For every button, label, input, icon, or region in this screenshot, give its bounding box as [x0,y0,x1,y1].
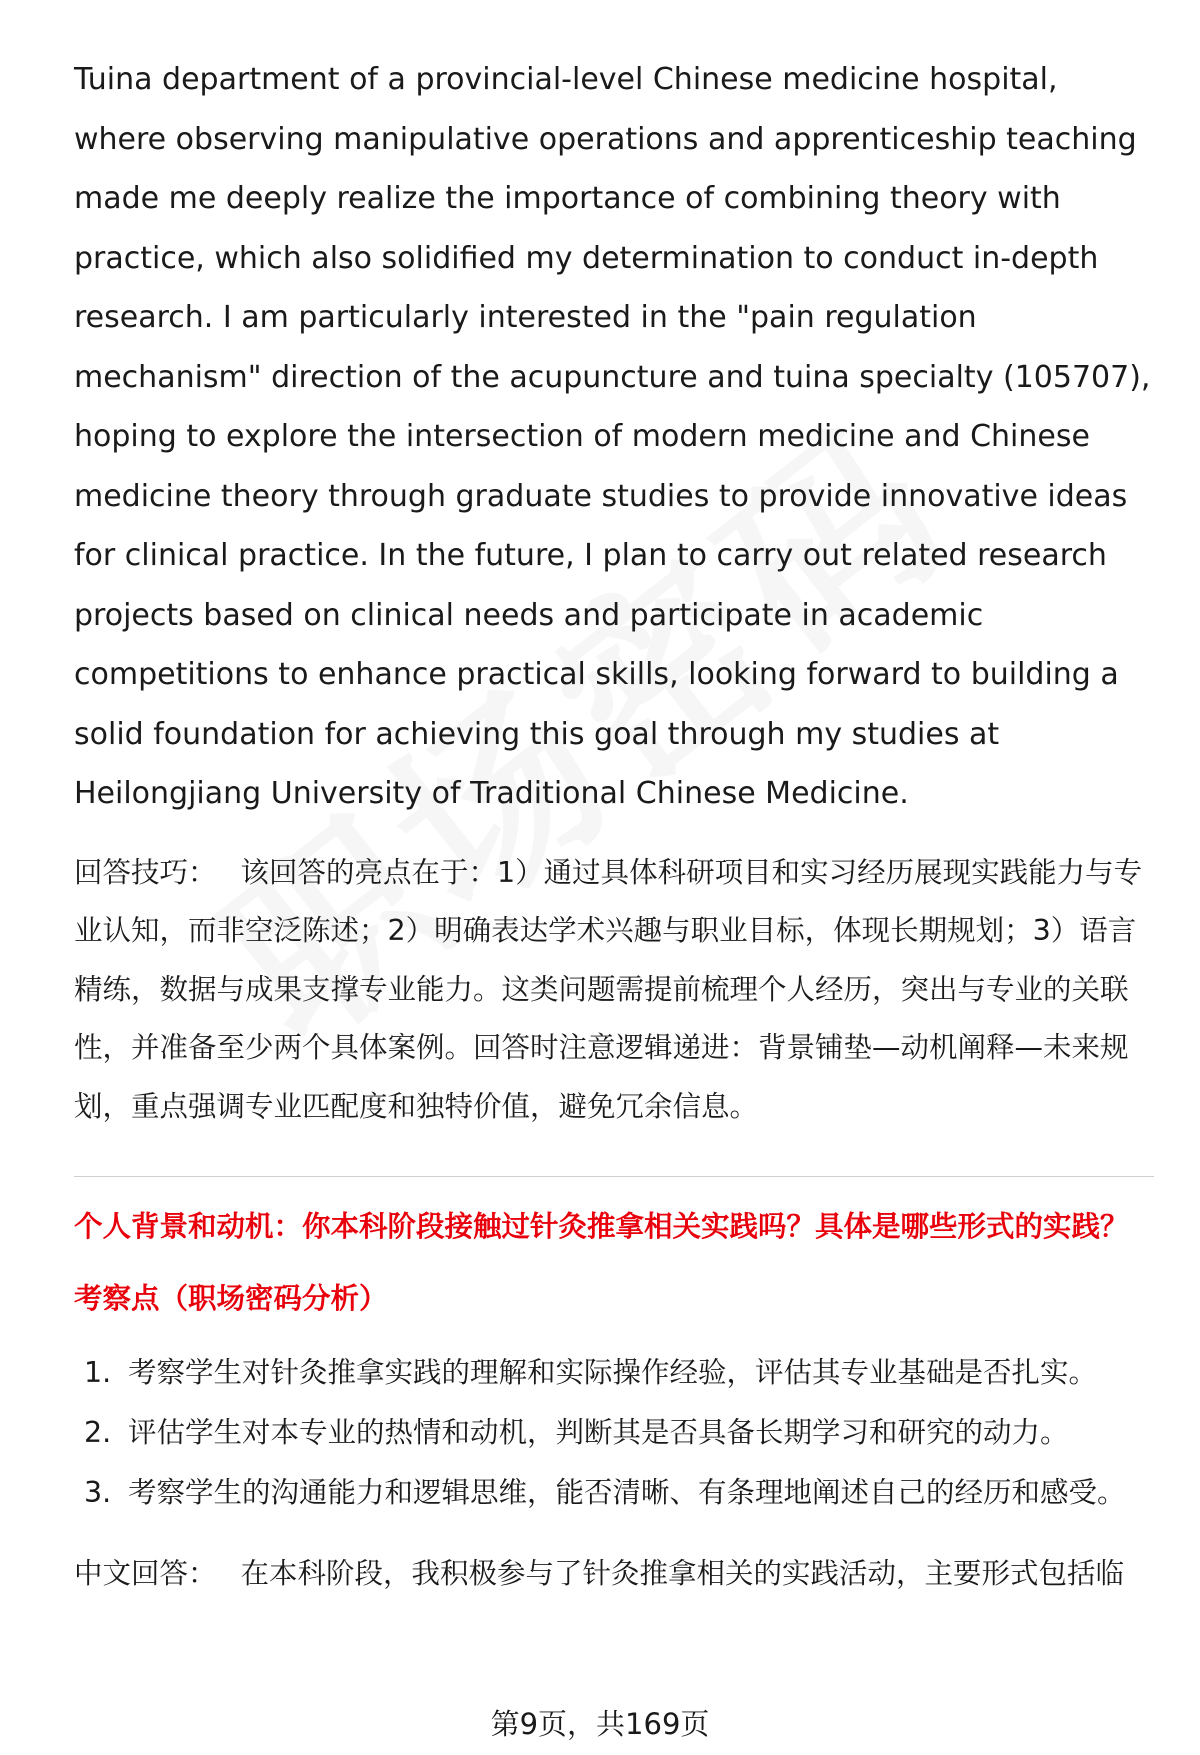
list-item-text: 考察学生对针灸推拿实践的理解和实际操作经验，评估其专业基础是否扎实。 [128,1356,1098,1389]
answer-tip-label: 回答技巧： [74,855,217,889]
question-heading: 个人背景和动机：你本科阶段接触过针灸推拿相关实践吗？具体是哪些形式的实践？ [74,1210,1129,1243]
list-item-text: 考察学生的沟通能力和逻辑思维，能否清晰、有条理地阐述自己的经历和感受。 [128,1476,1126,1509]
section-divider [74,1176,1154,1177]
page-content [74,50,1154,1603]
chinese-answer-text: 在本科阶段，我积极参与了针灸推拿相关的实践活动，主要形式包括临 [240,1557,1125,1590]
list-item-number: 2. [84,1416,112,1449]
list-item-number: 1. [84,1356,112,1389]
list-item [74,1463,1154,1523]
page-number-footer: 第9页，共169页 [490,1707,710,1741]
assessment-points-list [74,1343,1154,1523]
chinese-answer [74,1545,1154,1603]
list-item [74,1343,1154,1403]
chinese-answer-label: 中文回答： [74,1557,217,1590]
list-item-text: 评估学生对本专业的热情和动机，判断其是否具备长期学习和研究的动力。 [128,1416,1069,1449]
answer-tip [74,844,1154,1137]
list-item [74,1403,1154,1463]
answer-tip-text: 该回答的亮点在于：1）通过具体科研项目和实习经历展现实践能力与专业认知，而非空泛陈述；2）明确表达学术兴趣与职业目标，体现长期规划；3）语言精练，数据与成果支撑专业能力。这类问题需提前梳理个人经历，突出与专业的关联性，并准备至少两个具体案例。回答时注意逻辑递进：背景铺垫—动机阐释—未来规划，重点强调专业匹配度和独特价值，避免冗余信息。 [74,855,1143,1123]
assessment-points-heading: 考察点（职场密码分析） [74,1282,388,1315]
list-item-number: 3. [84,1476,112,1509]
english-answer-paragraph: Tuina department of a provincial-level Chinese medicine hospital, where observing manipulative operations and apprenticeship teaching made me deeply realize the importance of combining theory with practice, which also solidified my determination to conduct in-depth research. I am particularly interested in the "pain regulation mechanism" direction of the acupuncture and tuina specialty (105707), hoping to explore the intersection of modern medicine and Chinese medicine theory through graduate studies to provide innovative ideas for clinical practice. In the future, I plan to carry out related research projects based on clinical needs and participate in academic competitions to enhance practical skills, looking forward to building a solid foundation for achieving this goal through my studies at Heilongjiang University of Traditional Chinese Medicine. [74,62,1151,811]
